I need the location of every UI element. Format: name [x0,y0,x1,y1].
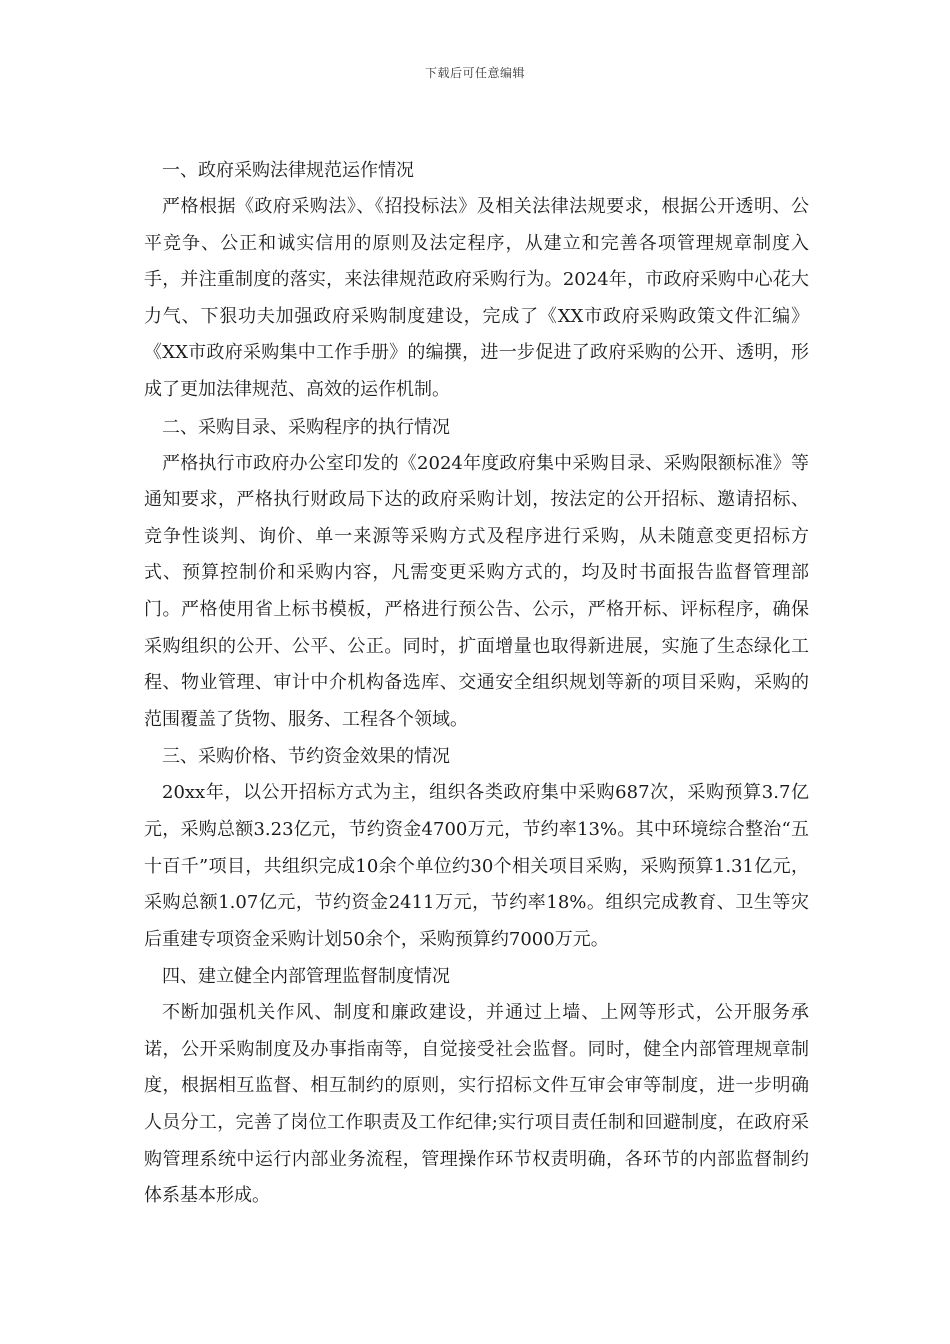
page-header-note: 下载后可任意编辑 [424,66,525,80]
section-4-paragraph: 不断加强机关作风、制度和廉政建设，并通过上墙、上网等形式，公开服务承诺，公开采购制度及办事指南等，自觉接受社会监督。同时，健全内部管理规章制度，根据相互监督、相互制约的原则，实行招标文件互审会审等制度，进一步明确人员分工，完善了岗位工作职责及工作纪律;实行项目责任制和回避制度，在政府采购管理系统中运行内部业务流程，管理操作环节权责明确，各环节的内部监督制约体系基本形成。 [144,1002,809,1207]
section-1-paragraph: 严格根据《政府采购法》、《招投标法》及相关法律法规要求，根据公开透明、公平竞争、公正和诚实信用的原则及法定程序，从建立和完善各项管理规章制度入手，并注重制度的落实，来法律规范政府采购行为。2024年，市政府采购中心花大力气、下狠功夫加强政府采购制度建设，完成了《XX市政府采购政策文件汇编》《XX市政府采购集中工作手册》的编撰，进一步促进了政府采购的公开、透明，形成了更加法律规范、高效的运作机制。 [144,196,809,400]
section-4-heading: 四、建立健全内部管理监督制度情况 [162,966,450,988]
document-body [144,152,809,1215]
section-3-paragraph: 20xx年，以公开招标方式为主，组织各类政府集中采购687次，采购预算3.7亿元，采购总额3.23亿元，节约资金4700万元，节约率13%。其中环境综合整治“五十百千”项目，共组织完成10余个单位约30个相关项目采购，采购预算1.31亿元，采购总额1.07亿元，节约资金2411万元，节约率18%。组织完成教育、卫生等灾后重建专项资金采购计划50余个，采购预算约7000万元。 [144,782,809,950]
section-2-paragraph: 严格执行市政府办公室印发的《2024年度政府集中采购目录、采购限额标准》等通知要求，严格执行财政局下达的政府采购计划，按法定的公开招标、邀请招标、竞争性谈判、询价、单一来源等采购方式及程序进行采购，从未随意变更招标方式、预算控制价和采购内容，凡需变更采购方式的，均及时书面报告监督管理部门。严格使用省上标书模板，严格进行预公告、公示，严格开标、评标程序，确保采购组织的公开、公平、公正。同时，扩面增量也取得新进展，实施了生态绿化工程、物业管理、审计中介机构备选库、交通安全组织规划等新的项目采购，采购的范围覆盖了货物、服务、工程各个领域。 [144,452,809,730]
section-3-heading: 三、采购价格、节约资金效果的情况 [162,746,450,768]
section-2-heading: 二、采购目录、采购程序的执行情况 [162,416,450,438]
section-1-heading: 一、政府采购法律规范运作情况 [162,160,414,181]
